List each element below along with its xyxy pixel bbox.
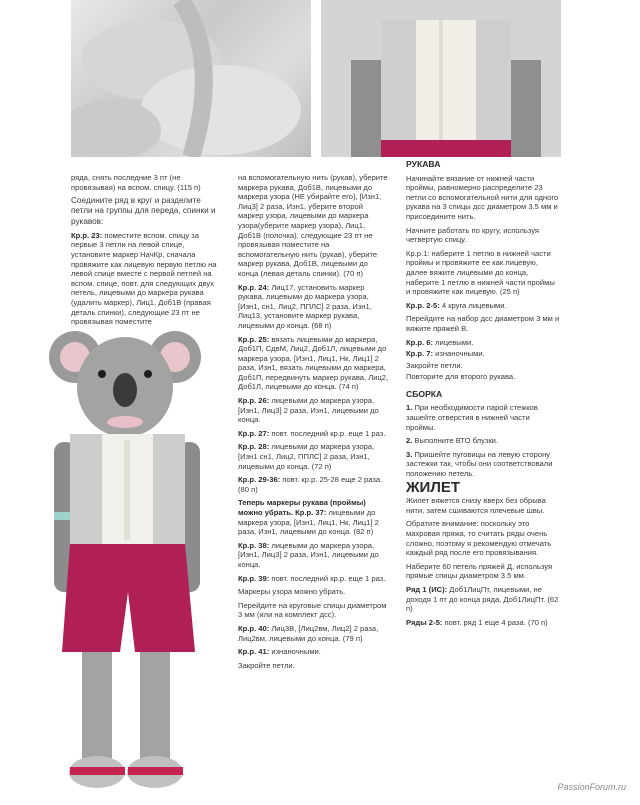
round-label: Кр.р. 29-36: xyxy=(238,475,281,485)
step-text: При необходимости парой стежков зашейте отверстия в нижней части проймы. xyxy=(406,403,538,432)
row-label: Ряды 2-5: xyxy=(406,617,443,627)
round-text: повт. кр.р. 25-28 еще 2 раза. (80 п) xyxy=(238,475,383,494)
round-27 xyxy=(238,429,390,439)
round-23 xyxy=(71,231,223,327)
step-number: 2. xyxy=(406,436,413,446)
round-40 xyxy=(238,624,390,643)
round-6 xyxy=(406,338,560,348)
koala-toy-image xyxy=(40,322,230,800)
round-text: поместите вспом. спицу за первые 3 петли на левой спице, установите маркер НачКр, сначала провяжите как лицевую первую петлю на левой спице вместе с первой петлей на вспом. спице, повт. для следующих двух петель, лицевыми до маркера рукава (удалить маркер), Лиц1, Доб1В (правая деталь спинки), следующие 23 пт не провязывая поместите xyxy=(71,230,217,327)
round-label: Кр.р. 23: xyxy=(71,230,103,240)
row-text: Доб1ЛицПт, лицевыми, не доходя 1 пт до конца ряда, Доб1ЛицПт. (62 п) xyxy=(406,584,559,614)
round-38 xyxy=(238,541,390,570)
round-26 xyxy=(238,396,390,425)
round-text: повт. последний кр.р. еще 1 раз. xyxy=(269,428,386,438)
step-number: 3. xyxy=(406,449,413,459)
section-title-assembly: СБОРКА xyxy=(406,388,443,399)
round-text: изнаночными. xyxy=(269,647,321,657)
round-text: лицевыми до маркера узора, [Изн1, Лиц3] 2 раза, Изн1, лицевыми до конца. xyxy=(238,396,379,425)
row-label: Ряд 1 (ИС): xyxy=(406,584,448,594)
assembly-step-1 xyxy=(406,403,560,432)
paragraph: Начните работать по кругу, используя четвертую спицу. xyxy=(406,225,540,245)
column-right xyxy=(406,160,560,631)
round-label: Кр.р. 7: xyxy=(406,349,433,359)
round-text: лицевыми до маркера узора, [Изн1, Лиц1, Нк, Лиц1] 2 раза, Изн1, лицевыми до конца. (82 п) xyxy=(238,508,379,537)
round-29-36 xyxy=(238,475,390,494)
photo-vest-closeup xyxy=(71,0,311,157)
paragraph: Начинайте вязание от нижней части проймы, равномерно распределите 23 петли со вспомогательной нити для одного рукава на 3 спицы дсс диаметром 3.5 мм и присоедините нить. xyxy=(406,173,559,221)
round-text: Лиц17, установить маркер рукава, лицевыми до маркера узора, [Изн1, сн1, Лиц2, ППЛС] 2 раза, Изн1, Лиц13, установите маркер рукава, лицевыми до конца. (68 п) xyxy=(238,282,372,330)
section-title-sleeves: РУКАВА xyxy=(406,159,441,169)
paragraph: Соедините ряд в круг и разделите петли на группы для переда, спинки и рукавов: xyxy=(71,196,216,226)
round-text: лицевыми. xyxy=(433,337,474,347)
row-1 xyxy=(406,585,560,614)
paragraph: Повторите для второго рукава. xyxy=(406,372,516,382)
round-37 xyxy=(238,498,390,536)
round-label: Кр.р. 40: xyxy=(238,623,270,633)
column-left xyxy=(71,173,223,331)
round-label: Кр.р. 38: xyxy=(238,540,270,550)
paragraph: на вспомогательную нить (рукав), уберите маркера рукава, Доб1В, лицевыми до маркера узора (НЕ убирайте его), [Изн1, Лиц3] 2 раза, Изн1, уберите второй маркер узора, лицевыми до маркера узора(уберите маркер узора), Лиц1, Доб1В (полочка), следующие 23 пт не провязывая поместите на вспомогательную нить (рукав), уберите маркер рукава, Доб1В, лицевыми до конца (левая деталь спинки). (70 п) xyxy=(238,173,388,278)
assembly-step-3 xyxy=(406,450,560,479)
paragraph: Перейдите на круговые спицы диаметром 3 мм (или на комплект дсс). xyxy=(238,600,387,620)
round-41 xyxy=(238,647,390,657)
round-text: лицевыми до маркера узора, [Изн1, Лиц3] 2 раза, Изн1, лицевыми до конца. xyxy=(238,540,379,569)
round-text: 4 круга лицевыми. xyxy=(439,300,507,310)
paragraph: Наберите 60 петель пряжей Д, используя прямые спицы диаметром 3.5 мм. xyxy=(406,561,553,581)
step-text: Пришейте пуговицы на левую сторону застежки так, чтобы они соответствовали положению петель. xyxy=(406,449,553,479)
round-label: Кр.р. 24: xyxy=(238,282,270,292)
step-text: Выполните ВТО блузки. xyxy=(412,436,498,446)
koala-torso-image xyxy=(321,0,561,157)
round-39 xyxy=(238,574,390,584)
photo-koala-torso xyxy=(321,0,561,157)
round-label: Кр.р. 26: xyxy=(238,396,270,406)
rows-2-5 xyxy=(406,618,560,628)
paragraph: Маркеры узора можно убрать. xyxy=(238,587,346,597)
round-7 xyxy=(406,349,560,359)
round-label: Кр.р. 27: xyxy=(238,428,270,438)
row-text: повт. ряд 1 еще 4 раза. (70 п) xyxy=(442,617,548,627)
paragraph: Обратите внимание: поскольку это махровая пряжа, то считать ряды очень сложно, поэтому я рекомендую отмечать каждый ряд после его провязывания. xyxy=(406,519,552,558)
round-label: Кр.р. 25: xyxy=(238,334,270,344)
round-2-5 xyxy=(406,301,560,311)
round-text: повт. последний кр.р. еще 1 раз. xyxy=(269,573,386,583)
paragraph: Жилет вяжется снизу вверх без обрыва нити, затем сшиваются плечевые швы. xyxy=(406,496,546,515)
round-label: Кр.р. 41: xyxy=(238,647,270,657)
round-label: Теперь маркеры рукава (проймы) можно убрать. Кр.р. 37: xyxy=(238,498,366,517)
round-label: Кр.р. 2-5: xyxy=(406,300,440,310)
column-middle xyxy=(238,173,390,674)
round-text: Лиц3В, [Лиц2вм, Лиц2] 2 раза, Лиц2вм, лицевыми до конца. (79 п) xyxy=(238,623,379,643)
paragraph: Перейдите на набор дсс диаметром 3 мм и вяжите пряжей В. xyxy=(406,314,560,333)
assembly-step-2 xyxy=(406,436,560,446)
paragraph: ряда, снять последние 3 пт (не провязывая) на вспом. спицу. (115 п) xyxy=(71,173,201,192)
site-watermark: PassionForum.ru xyxy=(557,782,626,792)
paragraph: Закройте петли. xyxy=(238,660,295,670)
round-28 xyxy=(238,442,390,471)
round-text: изнаночными. xyxy=(433,349,485,359)
vest-texture-image xyxy=(71,0,311,157)
round-label: Кр.р. 28: xyxy=(238,442,270,452)
step-number: 1. xyxy=(406,403,413,413)
round-24 xyxy=(238,283,390,331)
round-text: вязать лицевыми до маркера, Доб1П, СдвМ, Лиц2, Доб1Л, лицевыми до маркера узора, [Изн1, Лиц1, Нк, Лиц1] 2 раза, Изн1, вязать лицевыми до маркера, Доб1П, передвинуть маркер рукава, Лиц2, Доб1Л, лицевыми до конца. (74 п) xyxy=(238,334,389,392)
round-text: лицевыми до маркера узора, [Изн1 сн1, Лиц2, ППЛС] 2 раза, Изн1, лицевыми до конца. (72 п) xyxy=(238,442,375,471)
koala-toy-photo xyxy=(40,322,230,800)
round-label: Кр.р. 39: xyxy=(238,573,270,583)
paragraph: Закройте петли. xyxy=(406,360,463,370)
paragraph: Кр.р.1: наберите 1 петлю в нижней части проймы и провяжите ее как лицевую, далее вяжите лицевыми до конца, наберите 1 петлю в нижней части проймы и провяжите как лицевую. (25 п) xyxy=(406,248,555,297)
round-25 xyxy=(238,335,390,393)
round-label: Кр.р. 6: xyxy=(406,337,433,347)
section-title-vest: ЖИЛЕТ xyxy=(406,478,461,496)
